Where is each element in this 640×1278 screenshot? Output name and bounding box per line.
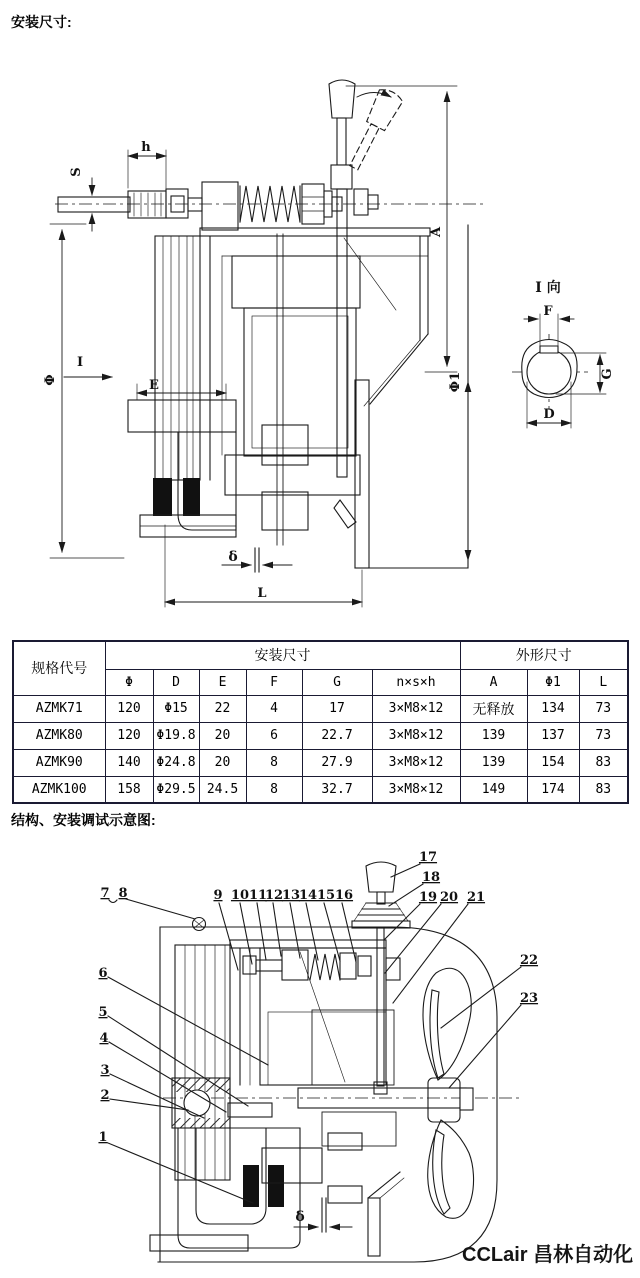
cell: Φ15: [153, 695, 199, 722]
table-sub-header-row: [13, 669, 628, 695]
dim-label-d: D: [543, 407, 555, 422]
dim-label-delta2: δ: [295, 1209, 305, 1225]
dim-label-delta: δ: [228, 549, 238, 565]
cell: 20: [199, 749, 246, 776]
cell: 134: [527, 695, 579, 722]
sub-header: Φ1: [527, 669, 579, 695]
cell: 3×M8×12: [372, 722, 460, 749]
sub-header: Φ: [105, 669, 153, 695]
table-row: [13, 695, 628, 722]
sub-header: D: [153, 669, 199, 695]
cell: 83: [579, 749, 628, 776]
callout-leaders: [108, 864, 521, 1203]
cell: Φ24.8: [153, 749, 199, 776]
cell: 120: [105, 722, 153, 749]
structure-schematic-drawing: [0, 840, 640, 1278]
dim-label-a: A: [429, 226, 444, 238]
sub-header: F: [246, 669, 302, 695]
view-i-label: I: [76, 355, 84, 370]
cell: 8: [246, 749, 302, 776]
release-lever-assembly: [352, 862, 410, 1094]
cell: 22.7: [302, 722, 372, 749]
sub-header: L: [579, 669, 628, 695]
cell: 8: [246, 776, 302, 803]
sub-header: n×s×h: [372, 669, 460, 695]
cell: 73: [579, 722, 628, 749]
cell: Φ19.8: [153, 722, 199, 749]
callout-21: 21: [466, 890, 486, 905]
section2-title: 结构、安装调试示意图:: [11, 812, 156, 828]
cooling-fan: [423, 968, 474, 1218]
dim-label-s: S: [69, 167, 84, 177]
cell: 3×M8×12: [372, 749, 460, 776]
dim-label-l: L: [257, 586, 267, 601]
callout-14: 14: [298, 888, 318, 903]
cell: 139: [460, 722, 527, 749]
callout-13: 13: [281, 888, 301, 903]
callout-8: 8: [118, 886, 128, 901]
col-header-model: 规格代号: [13, 641, 105, 695]
section1-title: 安装尺寸:: [11, 14, 72, 30]
cell: 83: [579, 776, 628, 803]
cell: 4: [246, 695, 302, 722]
shaft-end-view-I: [512, 279, 615, 428]
callout-20: 20: [439, 890, 459, 905]
table-row: [13, 776, 628, 803]
brand-watermark: CCLair 昌林自动化: [462, 1244, 634, 1266]
housing-body: [155, 225, 468, 568]
callout-6: 6: [98, 966, 108, 981]
cell: 17: [302, 695, 372, 722]
table-group-header-row: [13, 641, 628, 669]
col-group-install: 安装尺寸: [105, 641, 460, 669]
cell: 6: [246, 722, 302, 749]
callout-17: 17: [418, 850, 438, 865]
callout-5: 5: [98, 1005, 108, 1020]
sub-header: G: [302, 669, 372, 695]
cell: 174: [527, 776, 579, 803]
callout-4: 4: [99, 1031, 109, 1046]
dimension-annotations: [43, 86, 468, 607]
cell: 139: [460, 749, 527, 776]
cell: 无释放: [460, 695, 527, 722]
callout-3: 3: [100, 1063, 110, 1078]
callout-16: 16: [334, 888, 354, 903]
callout-9: 9: [213, 888, 223, 903]
callout-11: 11: [248, 888, 268, 903]
cell: 27.9: [302, 749, 372, 776]
table-row: [13, 722, 628, 749]
cell: 20: [199, 722, 246, 749]
cell: 154: [527, 749, 579, 776]
callout-22: 22: [519, 953, 539, 968]
table-row: [13, 749, 628, 776]
spec-table: [12, 640, 629, 804]
dim-label-f: F: [543, 304, 553, 319]
view-i-title: I 向: [535, 280, 561, 296]
callout-19: 19: [418, 890, 438, 905]
cell: 73: [579, 695, 628, 722]
cell: 3×M8×12: [372, 776, 460, 803]
cell: Φ29.5: [153, 776, 199, 803]
callout-10: 10: [230, 888, 250, 903]
cell: 158: [105, 776, 153, 803]
callout-2: 2: [100, 1088, 110, 1103]
callout-7: 7: [100, 886, 110, 901]
brake-cross-section: [55, 182, 485, 230]
cell: 32.7: [302, 776, 372, 803]
cell: 149: [460, 776, 527, 803]
cell: 120: [105, 695, 153, 722]
callout-15: 15: [316, 888, 336, 903]
cell: 22: [199, 695, 246, 722]
cell: 140: [105, 749, 153, 776]
dim-label-h: h: [141, 140, 151, 155]
sub-header: E: [199, 669, 246, 695]
callout-1: 1: [98, 1130, 108, 1145]
model-cell: AZMK90: [13, 749, 105, 776]
cell: 24.5: [199, 776, 246, 803]
dim-label-g: G: [600, 368, 615, 380]
model-cell: AZMK71: [13, 695, 105, 722]
dim-label-e: E: [149, 378, 159, 393]
cell: 3×M8×12: [372, 695, 460, 722]
col-group-outline: 外形尺寸: [460, 641, 628, 669]
sub-header: A: [460, 669, 527, 695]
callout-12: 12: [264, 888, 284, 903]
callout-18: 18: [421, 870, 441, 885]
callout-23: 23: [519, 991, 539, 1006]
rotation-arrow: [357, 93, 391, 98]
dim-label-phi: Φ: [43, 374, 58, 386]
model-cell: AZMK80: [13, 722, 105, 749]
cell: 137: [527, 722, 579, 749]
dim-label-phi1: Φ1: [448, 371, 463, 393]
model-cell: AZMK100: [13, 776, 105, 803]
